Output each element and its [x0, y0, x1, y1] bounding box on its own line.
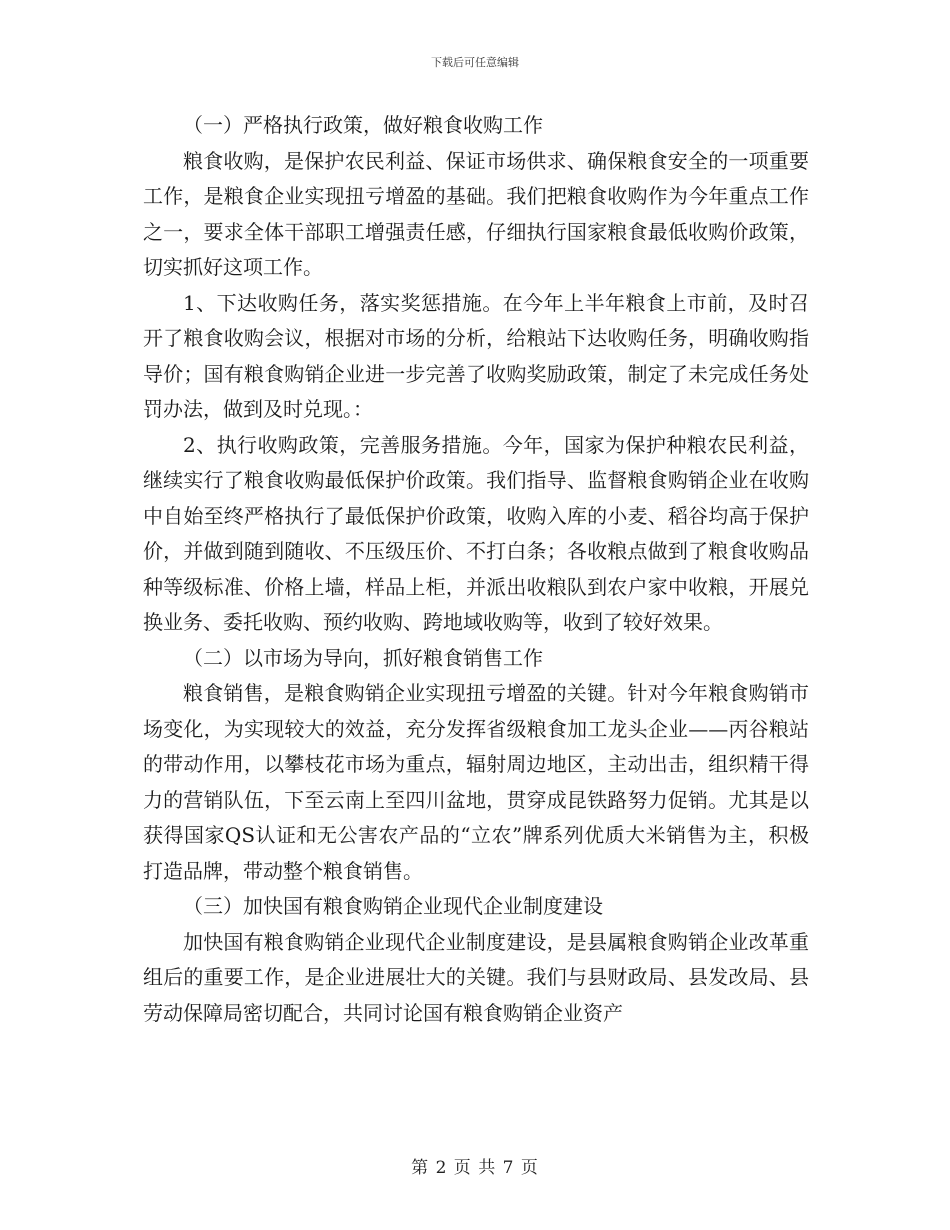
- section-heading-3: （三）加快国有粮食购销企业现代企业制度建设: [183, 894, 603, 918]
- document-body: [143, 108, 809, 1031]
- paragraph: 粮食收购，是保护农民利益、保证市场供求、确保粮食安全的一项重要工作，是粮食企业实现扭亏增盈的基础。我们把粮食收购作为今年重点工作之一，要求全体干部职工增强责任感，仔细执行国家粮食最低收购价政策，切实抓好这项工作。: [143, 148, 809, 279]
- paragraph: 1、下达收购任务，落实奖惩措施。在今年上半年粮食上市前，及时召开了粮食收购会议，根据对市场的分析，给粮站下达收购任务，明确收购指导价；国有粮食购销企业进一步完善了收购奖励政策，制定了未完成任务处罚办法，做到及时兑现。：: [143, 290, 809, 421]
- paragraph: 粮食销售，是粮食购销企业实现扭亏增盈的关键。针对今年粮食购销市场变化，为实现较大的效益，充分发挥省级粮食加工龙头企业——丙谷粮站的带动作用，以攀枝花市场为重点，辐射周边地区，主动出击，组织精干得力的营销队伍，下至云南上至四川盆地，贯穿成昆铁路努力促销。尤其是以获得国家QS认证和无公害农产品的“立农”牌系列优质大米销售为主，积极打造品牌，带动整个粮食销售。: [143, 681, 809, 883]
- header-note: 下载后可任意编辑: [431, 56, 519, 69]
- section-heading-1: （一）严格执行政策，做好粮食收购工作: [183, 113, 543, 137]
- page-number: 第 2 页 共 7 页: [411, 1158, 539, 1178]
- paragraph: 加快国有粮食购销企业现代企业制度建设，是县属粮食购销企业改革重组后的重要工作，是企业进展壮大的关键。我们与县财政局、县发改局、县劳动保障局密切配合，共同讨论国有粮食购销企业资产: [143, 929, 809, 1025]
- section-heading-2: （二）以市场为导向，抓好粮食销售工作: [183, 645, 543, 670]
- paragraph: 2、执行收购政策，完善服务措施。今年，国家为保护种粮农民利益，继续实行了粮食收购最低保护价政策。我们指导、监督粮食购销企业在收购中自始至终严格执行了最低保护价政策，收购入库的小麦、稻谷均高于保护价，并做到随到随收、不压级压价、不打白条；各收粮点做到了粮食收购品种等级标准、价格上墙，样品上柜，并派出收粮队到农户家中收粮，开展兑换业务、委托收购、预约收购、跨地域收购等，收到了较好效果。: [143, 432, 809, 634]
